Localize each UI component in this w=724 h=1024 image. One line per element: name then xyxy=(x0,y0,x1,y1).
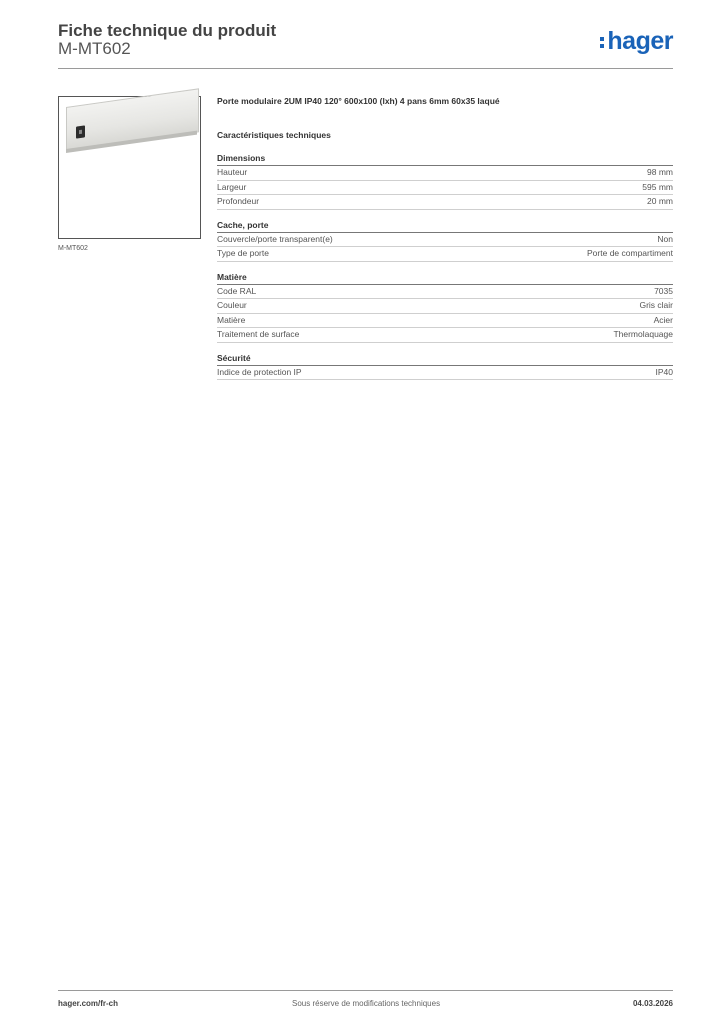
spec-section xyxy=(217,218,673,262)
spec-value: Non xyxy=(657,233,673,244)
spec-row xyxy=(217,181,673,196)
product-image xyxy=(58,96,201,239)
spec-section xyxy=(217,351,673,381)
spec-row xyxy=(217,285,673,300)
lock-icon xyxy=(76,125,85,138)
spec-label: Matière xyxy=(217,314,246,325)
product-code: M-MT602 xyxy=(58,39,131,58)
footer-divider xyxy=(58,990,673,991)
tech-specs-heading: Caractéristiques techniques xyxy=(217,130,331,140)
spec-row xyxy=(217,299,673,314)
spec-row xyxy=(217,195,673,210)
spec-value: Porte de compartiment xyxy=(587,248,673,258)
spec-label: Traitement de surface xyxy=(217,329,300,339)
product-details xyxy=(217,96,673,380)
section-heading: Sécurité xyxy=(217,351,673,366)
spec-label: Largeur xyxy=(217,181,247,192)
spec-label: Couleur xyxy=(217,300,247,310)
spec-label: Indice de protection IP xyxy=(217,366,302,377)
spec-value: 20 mm xyxy=(647,196,673,206)
document-title: Fiche technique du produit xyxy=(58,21,277,40)
section-heading: Matière xyxy=(217,270,673,285)
spec-label: Hauteur xyxy=(217,167,248,177)
spec-sections xyxy=(217,151,673,380)
spec-row xyxy=(217,314,673,329)
spec-label: Code RAL xyxy=(217,285,257,296)
spec-section xyxy=(217,151,673,210)
image-caption: M-MT602 xyxy=(58,245,88,252)
spec-row xyxy=(217,233,673,248)
spec-row xyxy=(217,328,673,343)
footer-notice: Sous réserve de modifications techniques xyxy=(292,999,441,1008)
spec-value: Acier xyxy=(653,314,673,325)
logo-dots-icon xyxy=(600,33,605,49)
footer-website-link[interactable]: hager.com/fr-ch xyxy=(58,999,119,1008)
spec-row xyxy=(217,366,673,381)
spec-label: Type de porte xyxy=(217,248,269,258)
spec-section xyxy=(217,270,673,343)
logo-text: hager xyxy=(607,27,673,55)
spec-value: 98 mm xyxy=(647,167,673,177)
spec-value: 7035 xyxy=(654,285,673,296)
product-description: Porte modulaire 2UM IP40 120° 600x100 (lxh) 4 pans 6mm 60x35 laqué xyxy=(217,96,500,106)
header-divider xyxy=(58,68,673,69)
spec-label: Couvercle/porte transparent(e) xyxy=(217,233,333,244)
footer-date: 04.03.2026 xyxy=(632,999,673,1008)
spec-row xyxy=(217,247,673,262)
spec-row xyxy=(217,166,673,181)
spec-label: Profondeur xyxy=(217,196,260,206)
spec-value: Thermolaquage xyxy=(613,329,673,339)
section-heading: Cache, porte xyxy=(217,218,673,233)
spec-value: 595 mm xyxy=(642,181,673,192)
section-heading: Dimensions xyxy=(217,151,673,166)
spec-value: IP40 xyxy=(655,366,673,377)
hager-logo xyxy=(600,27,673,56)
spec-value: Gris clair xyxy=(639,300,673,310)
